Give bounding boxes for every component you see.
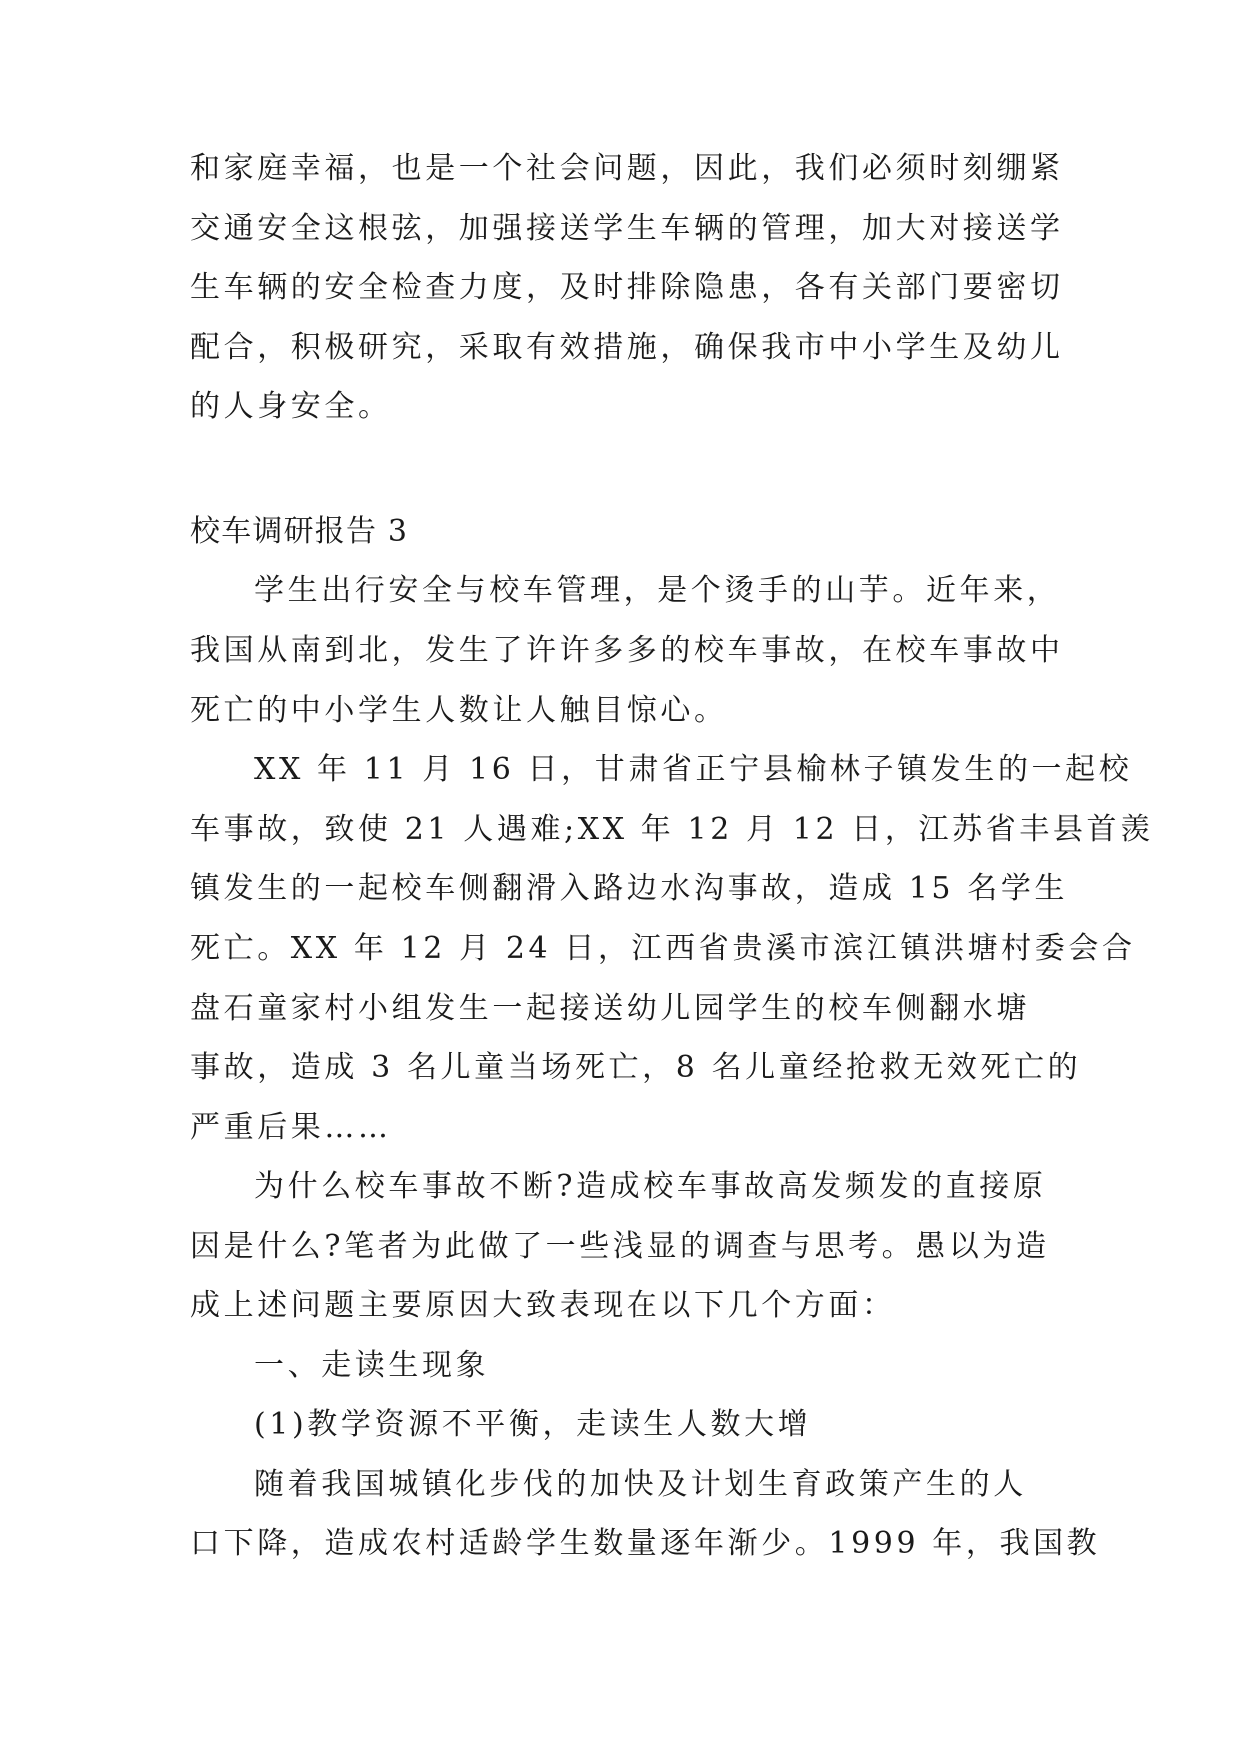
paragraph-line: 配合，积极研究，采取有效措施，确保我市中小学生及幼儿	[190, 330, 1064, 365]
section-heading: 校车调研报告 3	[190, 514, 409, 549]
paragraph-line: 的人身安全。	[190, 389, 392, 424]
paragraph-line: 死亡。XX 年 12 月 24 日，江西省贵溪市滨江镇洪塘村委会合	[190, 931, 1136, 966]
paragraph-line: 为什么校车事故不断?造成校车事故高发频发的直接原	[254, 1169, 1047, 1204]
paragraph-line: 口下降，造成农村适龄学生数量逐年渐少。1999 年，我国教	[190, 1526, 1101, 1561]
paragraph-line: 因是什么?笔者为此做了一些浅显的调查与思考。愚以为造	[190, 1229, 1050, 1264]
paragraph-line: 死亡的中小学生人数让人触目惊心。	[190, 693, 728, 728]
paragraph-line: 成上述问题主要原因大致表现在以下几个方面：	[190, 1288, 896, 1323]
paragraph-line: 我国从南到北，发生了许许多多的校车事故，在校车事故中	[190, 633, 1064, 668]
subheading-line: 一、走读生现象	[254, 1348, 490, 1383]
paragraph-line: 镇发生的一起校车侧翻滑入路边水沟事故，造成 15 名学生	[190, 871, 1069, 906]
paragraph-line: 盘石童家村小组发生一起接送幼儿园学生的校车侧翻水塘	[190, 991, 1030, 1026]
paragraph-line: 事故，造成 3 名儿童当场死亡，8 名儿童经抢救无效死亡的	[190, 1050, 1082, 1085]
paragraph-line: 车事故，致使 21 人遇难;XX 年 12 月 12 日，江苏省丰县首羡	[190, 812, 1154, 847]
paragraph-line: 学生出行安全与校车管理，是个烫手的山芋。近年来，	[254, 573, 1061, 608]
paragraph-line: 生车辆的安全检查力度，及时排除隐患，各有关部门要密切	[190, 270, 1064, 305]
paragraph-line: 和家庭幸福，也是一个社会问题，因此，我们必须时刻绷紧	[190, 151, 1064, 186]
paragraph-line: 随着我国城镇化步伐的加快及计划生育政策产生的人	[254, 1467, 1027, 1502]
subheading-line: (1)教学资源不平衡，走读生人数大增	[254, 1407, 812, 1442]
paragraph-line: 严重后果……	[190, 1110, 392, 1145]
paragraph-line: 交通安全这根弦，加强接送学生车辆的管理，加大对接送学	[190, 211, 1064, 246]
paragraph-line: XX 年 11 月 16 日，甘肃省正宁县榆林子镇发生的一起校	[254, 752, 1133, 787]
